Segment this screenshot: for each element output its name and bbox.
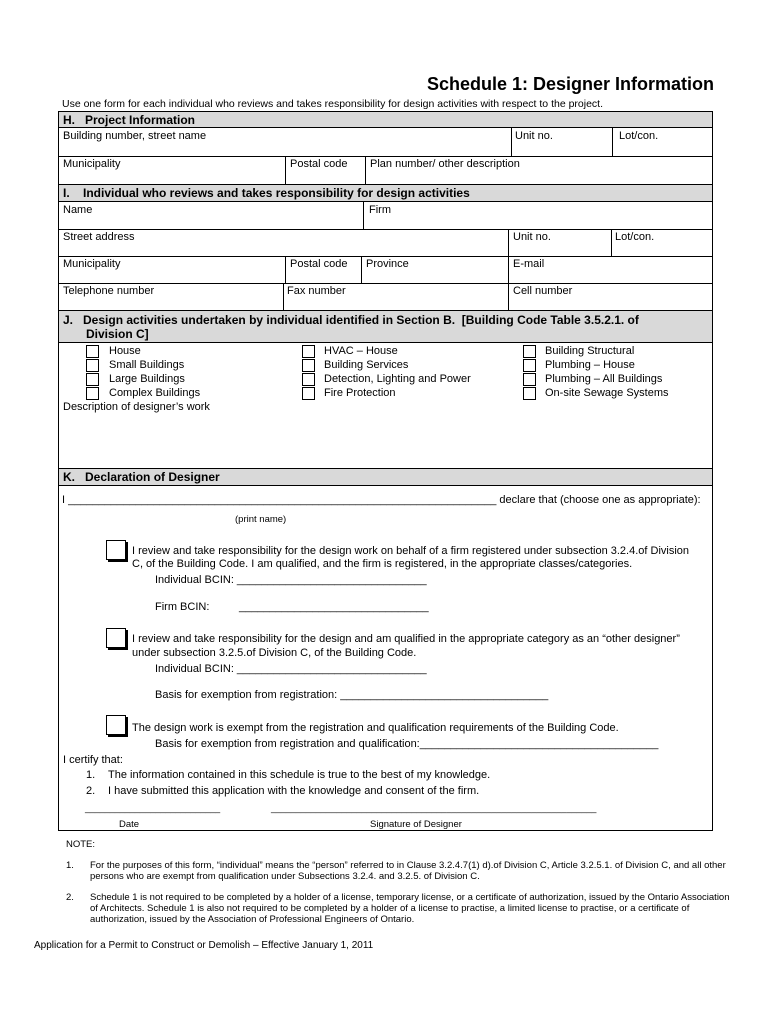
field-unit-no-2[interactable]: Unit no. (513, 231, 551, 243)
checkbox-plumbing-house[interactable] (523, 359, 536, 372)
field-plan-number[interactable]: Plan number/ other description (370, 158, 520, 170)
checkbox-on-site-sewage[interactable] (523, 387, 536, 400)
checkbox-complex-buildings[interactable] (86, 387, 99, 400)
note-1: For the purposes of this form, “individual” means the “person” referred to in Clause 3.2.4.7(1) d).of Division C, Article 3.2.5.1. of Division C, and all other persons who are exempt from qualification under Subsections 3.2.4. and 3.2.5. of Division C. (90, 860, 726, 882)
option2-individual-bcin[interactable]: Individual BCIN: _______________________________ (155, 663, 427, 675)
checkbox-hvac-house[interactable] (302, 345, 315, 358)
checkbox-option-other-designer[interactable] (106, 628, 126, 648)
label-large-buildings: Large Buildings (109, 373, 185, 385)
field-postal-code[interactable]: Postal code (290, 158, 348, 170)
checkbox-option-firm-registered[interactable] (106, 540, 126, 560)
checkbox-small-buildings[interactable] (86, 359, 99, 372)
field-description-of-work[interactable]: Description of designer’s work (63, 401, 210, 413)
note-2-number: 2. (66, 892, 74, 903)
signature-line[interactable]: _________________________________________________________________ (271, 803, 597, 813)
field-lot-con-2[interactable]: Lot/con. (615, 231, 655, 243)
certify-2: I have submitted this application with the knowledge and consent of the firm. (108, 785, 480, 797)
section-j-heading-line2: Division C] (86, 327, 149, 341)
option1-firm-bcin-line[interactable]: _______________________________ (239, 601, 429, 613)
field-email[interactable]: E-mail (513, 258, 545, 270)
field-unit-no[interactable]: Unit no. (515, 130, 553, 142)
certify-1: The information contained in this schedule is true to the best of my knowledge. (108, 769, 491, 781)
field-municipality[interactable]: Municipality (63, 158, 121, 170)
option1-individual-bcin[interactable]: Individual BCIN: _______________________________ (155, 574, 427, 586)
section-j-header (59, 311, 712, 343)
field-municipality-2[interactable]: Municipality (63, 258, 121, 270)
label-house: House (109, 345, 141, 357)
option1-line2: C, of the Building Code. I am qualified, and the firm is registered, in the appropriate classes/categories. (132, 558, 633, 570)
certify-heading: I certify that: (63, 754, 123, 766)
checkbox-large-buildings[interactable] (86, 373, 99, 386)
field-telephone[interactable]: Telephone number (63, 285, 155, 297)
field-building[interactable]: Building number, street name (63, 130, 207, 142)
print-name-caption: (print name) (235, 514, 287, 525)
option2-line1: I review and take responsibility for the design and am qualified in the appropriate category as an “other designer” (132, 633, 680, 645)
option1-line1: I review and take responsibility for the design work on behalf of a firm registered under subsection 3.2.4.of Division (132, 545, 690, 557)
option3-line1: The design work is exempt from the registration and qualification requirements of the Building Code. (132, 722, 619, 734)
note-2: Schedule 1 is not required to be completed by a holder of a license, temporary license, or a certificate of authorization, issued by the Ontario Association of Architects. Schedule 1 is also not required to be completed by a holder of a license to practise, a limited license to practise, or a certificate of authorization, issued by the Association of Professional Engineers of Ontario. (90, 892, 730, 925)
section-j-heading-line1: J. Design activities undertaken by individual identified in Section B. [Building Code Table 3.5.2.1. of (63, 313, 639, 327)
page-title: Schedule 1: Designer Information (426, 74, 714, 94)
date-caption: Date (119, 819, 140, 830)
checkbox-building-structural[interactable] (523, 345, 536, 358)
field-postal-code-2[interactable]: Postal code (290, 258, 348, 270)
field-lot-con[interactable]: Lot/con. (619, 130, 659, 142)
option3-line2[interactable]: Basis for exemption from registration and qualification:_______________________________________ (155, 738, 659, 750)
field-firm[interactable]: Firm (369, 204, 391, 216)
note-1-number: 1. (66, 860, 74, 871)
label-building-services: Building Services (324, 359, 409, 371)
section-k-header: K. Declaration of Designer (59, 469, 712, 486)
field-cell[interactable]: Cell number (513, 285, 573, 297)
signature-caption: Signature of Designer (370, 819, 462, 830)
option2-basis-exemption[interactable]: Basis for exemption from registration: __________________________________ (155, 689, 549, 701)
declare-line[interactable]: I ______________________________________________________________________ declare that (choose one as appropriate): (62, 494, 701, 506)
notes-heading: NOTE: (66, 839, 96, 850)
checkbox-plumbing-all-buildings[interactable] (523, 373, 536, 386)
checkbox-option-exempt[interactable] (106, 715, 126, 735)
field-province[interactable]: Province (366, 258, 409, 270)
section-h-header: H. Project Information (59, 112, 712, 128)
label-plumbing-house: Plumbing – House (545, 359, 635, 371)
label-fire-protection: Fire Protection (324, 387, 396, 399)
label-hvac-house: HVAC – House (324, 345, 398, 357)
checkbox-fire-protection[interactable] (302, 387, 315, 400)
certify-1-number: 1. (86, 769, 96, 781)
label-building-structural: Building Structural (545, 345, 635, 357)
label-on-site-sewage: On-site Sewage Systems (545, 387, 669, 399)
label-plumbing-all-buildings: Plumbing – All Buildings (545, 373, 663, 385)
field-name[interactable]: Name (63, 204, 93, 216)
field-fax[interactable]: Fax number (287, 285, 346, 297)
designer-form (58, 111, 713, 831)
label-small-buildings: Small Buildings (109, 359, 185, 371)
label-detection-lighting-power: Detection, Lighting and Power (324, 373, 471, 385)
instruction-text: Use one form for each individual who reviews and takes responsibility for design activities with respect to the project. (62, 98, 604, 110)
checkbox-house[interactable] (86, 345, 99, 358)
field-street-address[interactable]: Street address (63, 231, 135, 243)
option1-firm-bcin-label: Firm BCIN: (155, 601, 210, 613)
page-footer: Application for a Permit to Construct or Demolish – Effective January 1, 2011 (34, 940, 374, 951)
section-i-header: I. Individual who reviews and takes responsibility for design activities (59, 185, 712, 202)
date-line[interactable]: ___________________________ (85, 803, 221, 813)
checkbox-building-services[interactable] (302, 359, 315, 372)
certify-2-number: 2. (86, 785, 96, 797)
option2-line2: under subsection 3.2.5.of Division C, of the Building Code. (132, 647, 417, 659)
checkbox-detection-lighting-power[interactable] (302, 373, 315, 386)
label-complex-buildings: Complex Buildings (109, 387, 201, 399)
